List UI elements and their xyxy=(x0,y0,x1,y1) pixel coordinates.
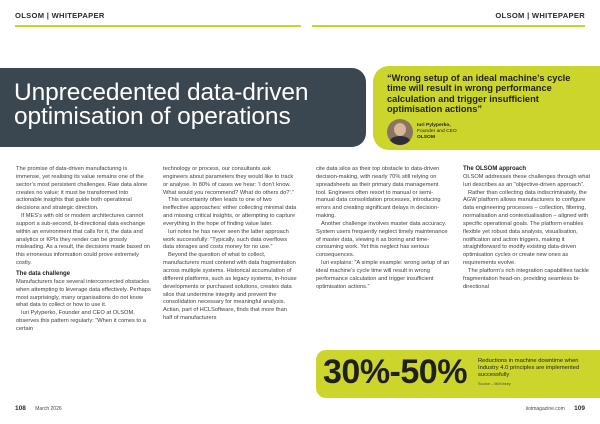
issue-date: March 2026 xyxy=(35,406,62,412)
author-details xyxy=(417,123,457,141)
author-name: Iuri Pylyperko, xyxy=(417,123,451,128)
title-banner xyxy=(0,68,366,147)
stat-description: Reductions in machine downtime when Industry 4.0 principles are implemented successfully xyxy=(478,358,580,378)
paragraph: This uncertainty often leads to one of two ineffective approaches: either collecting minimal data and missing critical insights, or attempting to capture everything in the hope of finding value later. xyxy=(163,197,297,227)
author-photo xyxy=(387,119,413,145)
body-column-3 xyxy=(316,166,450,292)
body-column-2 xyxy=(163,166,297,323)
paragraph: Rather than collecting data indiscriminately, the AGW platform allows manufacturers to configure data engineering processes – collection, filtering, normalisation and contextualisation – aligned with specific operational goals. The platform enables flexible yet robust data analysis, visualisation, notification and action triggers, making it straightforward to modify existing data-driven optimisation cycles or create new ones as requirements evolve. xyxy=(463,189,589,267)
author-company: OLSOM xyxy=(417,135,435,140)
header-publication-right: OLSOM | WHITEPAPER xyxy=(495,11,585,20)
paragraph: Another challenge involves master data accuracy. System users frequently neglect timely maintenance of master data, viewing it as boring and time-consuming work. Yet this neglect has serious consequences. xyxy=(316,220,448,259)
body-column-4 xyxy=(463,166,596,292)
paragraph: Iuri Pylyperko, Founder and CEO at OLSOM, observes this pattern regularly: “When it comes to a certain xyxy=(16,310,146,332)
quote-author xyxy=(387,119,457,145)
header-rule-left xyxy=(15,25,301,27)
paragraph: cite data silos as their top obstacle to data-driven decision-making, with nearly 70% still relying on spreadsheets as their primary data management tool. Engineers often resort to manual or semi-manual data consolidation processes, introducing errors and creating significant delays in decision-making. xyxy=(316,166,441,220)
stat-description-block xyxy=(478,358,596,388)
page-number-right: 109 xyxy=(574,405,585,412)
author-role: Founder and CEO xyxy=(417,129,457,134)
header-rule-right xyxy=(312,25,585,27)
header-publication-left: OLSOM | WHITEPAPER xyxy=(15,11,105,20)
section-heading-data-challenge: The data challenge xyxy=(16,270,71,277)
footer-left xyxy=(15,405,62,412)
body-column-1 xyxy=(16,166,151,334)
paragraph: Manufacturers face several interconnected obstacles when attempting to leverage data effectively. Perhaps most surprisingly, many organisations do not know what data to collect or how to use it. xyxy=(16,278,151,309)
paragraph: Iuri explains: “A simple example: wrong setup of an ideal machine’s cycle time will result in wrong performance calculation and trigger insufficient optimisation actions.” xyxy=(316,260,450,290)
paragraph: OLSOM addresses these challenges through what Iuri describes as an “objective-driven approach”. xyxy=(463,173,591,188)
paragraph: The promise of data-driven manufacturing is immense, yet realising its value remains one of the sector’s most persistent challenges. Raw data alone creates no value; it must be transformed into actionable insights that guide both operational decisions and strategic direction. xyxy=(16,166,148,212)
pull-quote-text: “Wrong setup of an ideal machine’s cycle time will result in wrong performance calculation and trigger insufficient optimisation actions” xyxy=(387,73,571,115)
page-number-left: 108 xyxy=(15,405,26,412)
paragraph: Iuri notes he has never seen the latter approach work successfully: “Typically, such data overflows data storages and costs money for no use.” xyxy=(163,228,289,251)
paragraph: The platform’s rich integration capabilities tackle fragmentation head-on, providing seamless bi-directional xyxy=(463,267,589,290)
website: iiotmagazine.com xyxy=(525,406,565,412)
stat-callout xyxy=(316,350,600,398)
section-heading-olsom-approach: The OLSOM approach xyxy=(463,166,527,172)
paragraph: Beyond the question of what to collect, manufacturers must contend with data fragmentation across multiple systems. Historical accumulation of different platforms, such as legacy systems, in-house developments or purchased solutions, creates data silos that undermine integrity and prevent the consolidation necessary for meaningful analysis. Actian, part of HCLSoftware, finds that more than half of manufacturers xyxy=(163,252,297,322)
article-title: Unprecedented data-driven optimisation of operations xyxy=(14,79,309,130)
paragraph: If MES’s with old or modern architectures cannot support a sub-second, bi-directional data exchange within an environment that calls for it, the data and analytics or KPIs they render can be grossly misleading. As a result, the decisions made based on this erroneous information could prove extremely costly. xyxy=(16,213,151,267)
pull-quote xyxy=(373,66,600,150)
stat-value: 30%-50% xyxy=(323,353,467,391)
footer-right xyxy=(526,405,585,412)
paragraph: technology or process, our consultants ask engineers about parameters they would like to track or analyse. In 80% of cases we hear: ‘I don’t know. What would you recommend? What do others do?’.” xyxy=(163,166,295,196)
stat-source: Source – McKinsey xyxy=(478,382,511,386)
